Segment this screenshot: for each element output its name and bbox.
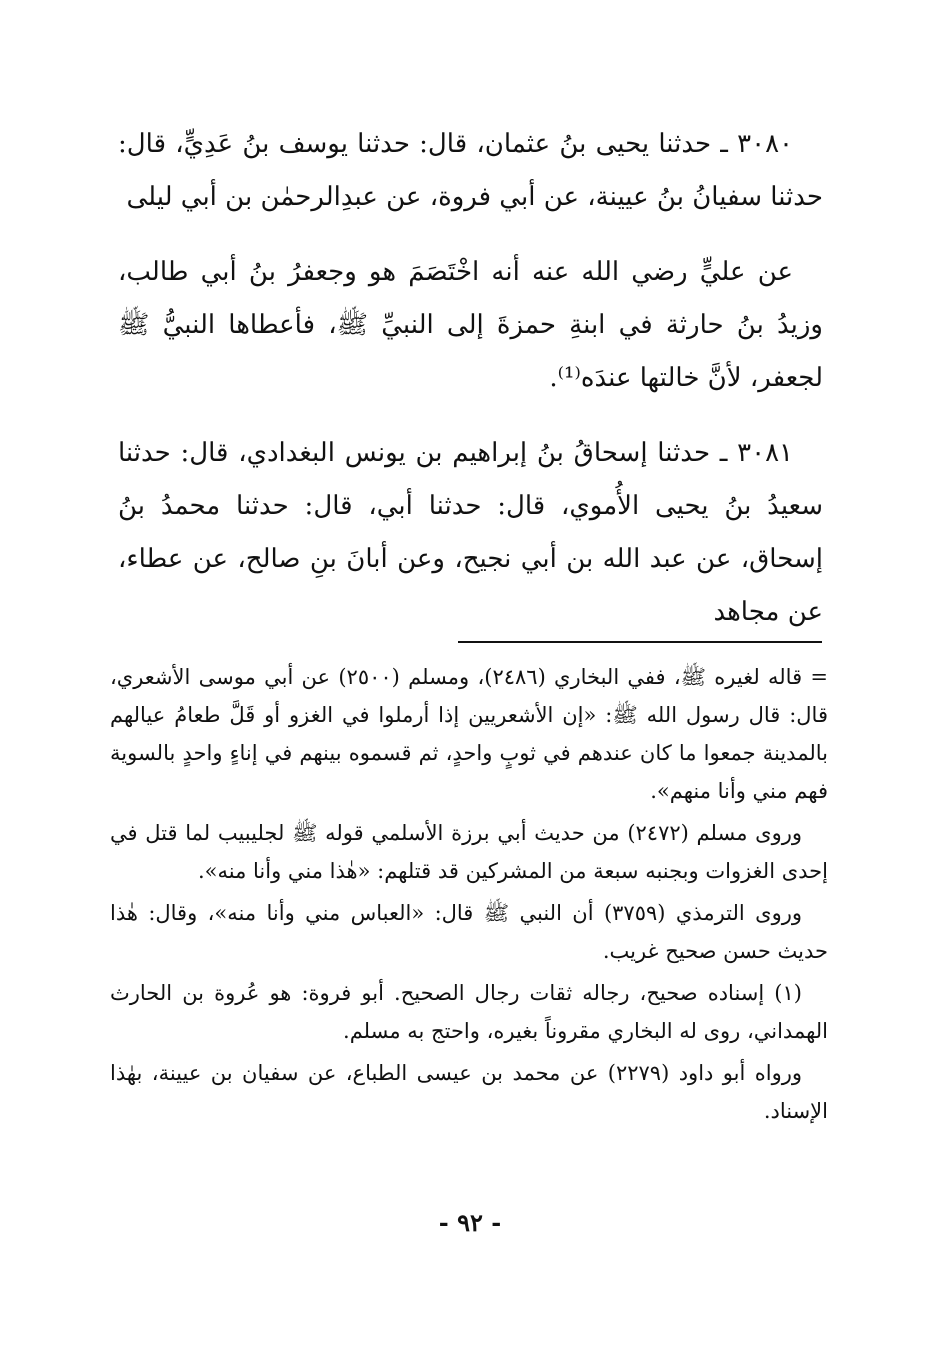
hadith-3080-text: عن عليٍّ رضي الله عنه أنه اخْتَصَمَ هو وجعفرُ بنُ أبي طالب، وزيدُ بنُ حارثة في ابنةِ حمزةَ إلى النبيِّ ﷺ، فأعطاها النبيُّ ﷺ لجعفر، لأنَّ خالتها عندَه⁽¹⁾. [118, 257, 823, 393]
footnote-continuation: = قاله لغيره ﷺ، ففي البخاري (٢٤٨٦)، ومسلم (٢٥٠٠) عن أبي موسى الأشعري، قال: قال رسول الله ﷺ: «إن الأشعريين إذا أرملوا في الغزو أو قَلَّ طعامُ عيالهم بالمدينة جمعوا ما كان عندهم في ثوبٍ واحدٍ، ثم قسموه بينهم في إناءٍ واحدٍ بالسوية فهم مني وأنا منهم». [110, 665, 828, 803]
hadith-3080-chain: ٣٠٨٠ ـ حدثنا يحيى بنُ عثمان، قال: حدثنا يوسف بنُ عَدِيٍّ، قال: حدثنا سفيانُ بنُ عيينة، عن أبي فروة، عن عبدِالرحمٰن بن أبي ليلى [118, 129, 823, 212]
hadith-3081-chain: ٣٠٨١ ـ حدثنا إسحاقُ بنُ إبراهيم بن يونس البغدادي، قال: حدثنا سعيدُ بنُ يحيى الأُموي، قال: حدثنا أبي، قال: حدثنا محمدُ بنُ إسحاق، عن عبد الله بن أبي نجيح، وعن أبانَ بنِ صالح، عن عطاء، عن مجاهد [118, 438, 823, 627]
main-text [118, 118, 823, 661]
page-number: - ٩٢ - [438, 1208, 502, 1237]
footnote-muslim: وروى مسلم (٢٤٧٢) من حديث أبي برزة الأسلمي قوله ﷺ لجليبيب لما قتل في إحدى الغزوات وبجنبه سبعة من المشركين قد قتلهم: «هٰذا مني وأنا منه». [110, 821, 828, 883]
footnote-separator [458, 641, 822, 643]
footnote-1: (١) إسناده صحيح، رجاله ثقات رجال الصحيح. أبو فروة: هو عُروة بن الحارث الهمداني، روى له البخاري مقروناً بغيره، واحتج به مسلم. [110, 981, 828, 1043]
footnote-tirmidhi: وروى الترمذي (٣٧٥٩) أن النبي ﷺ قال: «العباس مني وأنا منه»، وقال: هٰذا حديث حسن صحيح غريب. [110, 901, 828, 963]
footnotes [110, 658, 828, 1134]
footnote-abu-dawud: ورواه أبو داود (٢٢٧٩) عن محمد بن عيسى الطباع، عن سفيان بن عيينة، بهٰذا الإسناد. [110, 1061, 828, 1123]
